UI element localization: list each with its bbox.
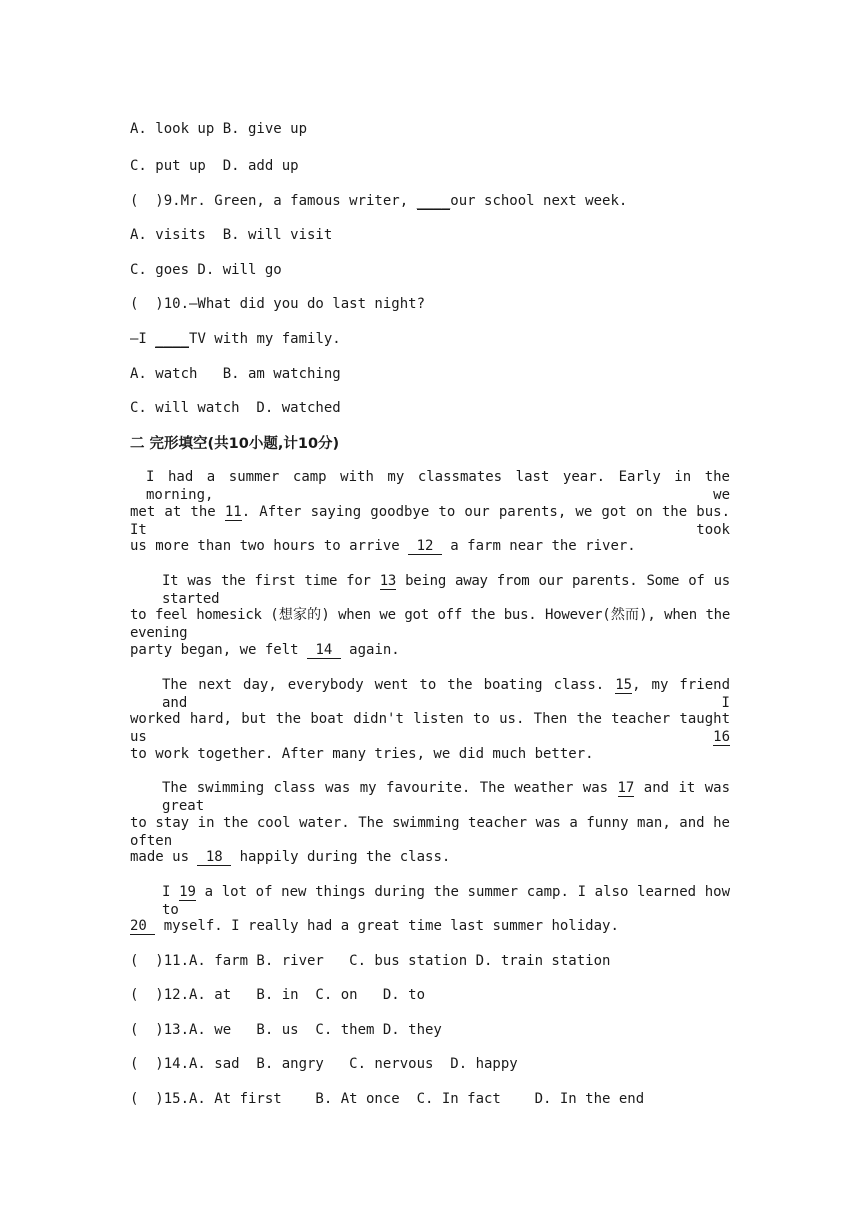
q8-options-ab: A. look up B. give up: [130, 121, 308, 137]
passage-line-6: party began, we felt 14 again.: [130, 642, 400, 658]
passage-line-10: The swimming class was my favourite. The weather was 17 and it was great: [162, 780, 730, 814]
passage-line-7: The next day, everybody went to the boating class. 15, my friend and I: [162, 677, 730, 711]
passage-line-9: to work together. After many tries, we did much better.: [130, 746, 594, 762]
cloze-blank-19: 19: [179, 884, 196, 900]
cloze-blank-13: 13: [379, 573, 397, 589]
q10-answer-line: [130, 330, 341, 348]
passage-line-8: worked hard, but the boat didn't listen to us. Then the teacher taught us 16: [130, 711, 730, 745]
q10-options-cd: C. will watch D. watched: [130, 400, 341, 416]
q10-dash: —I: [130, 331, 156, 347]
question-10: ( )10.—What did you do last night?: [130, 296, 426, 312]
cloze-option-11: ( )11.A. farm B. river C. bus station D. train station: [130, 953, 611, 969]
cloze-option-12: ( )12.A. at B. in C. on D. to: [130, 987, 426, 1003]
question-9: [130, 192, 627, 210]
cloze-blank-18: 18: [197, 849, 232, 865]
q9-stem-start: ( )9.Mr. Green, a famous writer,: [130, 193, 417, 209]
q9-blank: ____: [416, 193, 451, 209]
passage-line-2: met at the 11. After saying goodbye to our parents, we got on the bus. It took: [130, 504, 731, 538]
q10-options-ab: A. watch B. am watching: [130, 366, 341, 382]
q10-blank: ____: [155, 331, 190, 347]
cloze-option-13: ( )13.A. we B. us C. them D. they: [130, 1022, 442, 1038]
cloze-blank-15: 15: [615, 677, 633, 693]
cloze-blank-17: 17: [617, 780, 635, 796]
q9-options-cd: C. goes D. will go: [130, 262, 282, 278]
passage-line-1: I had a summer camp with my classmates last year. Early in the morning, we: [146, 469, 730, 503]
q8-options-cd: C. put up D. add up: [130, 158, 299, 174]
passage-line-4: It was the first time for 13 being away from our parents. Some of us started: [162, 573, 730, 607]
passage-line-3: us more than two hours to arrive 12 a farm near the river.: [130, 538, 636, 554]
passage-line-5: to feel homesick (想家的) when we got off the bus. However(然而), when the evening: [130, 607, 730, 641]
section-heading-cloze: 二 完形填空(共10小题,计10分): [130, 436, 340, 452]
cloze-blank-20: 20: [130, 918, 156, 934]
q9-stem-end: our school next week.: [450, 193, 628, 209]
cloze-blank-11: 11: [224, 504, 242, 520]
q10-answer-end: TV with my family.: [189, 331, 341, 347]
cloze-option-14: ( )14.A. sad B. angry C. nervous D. happy: [130, 1056, 518, 1072]
cloze-blank-16: 16: [713, 729, 730, 745]
q9-options-ab: A. visits B. will visit: [130, 227, 333, 243]
cloze-option-15: ( )15.A. At first B. At once C. In fact D. In the end: [130, 1091, 645, 1107]
passage-line-13: I 19 a lot of new things during the summer camp. I also learned how to: [162, 884, 730, 918]
passage-line-11: to stay in the cool water. The swimming teacher was a funny man, and he often: [130, 815, 730, 849]
passage-line-14: 20 myself. I really had a great time last summer holiday.: [130, 918, 619, 934]
passage-line-12: made us 18 happily during the class.: [130, 849, 451, 865]
cloze-blank-12: 12: [408, 538, 442, 554]
cloze-blank-14: 14: [307, 642, 341, 658]
